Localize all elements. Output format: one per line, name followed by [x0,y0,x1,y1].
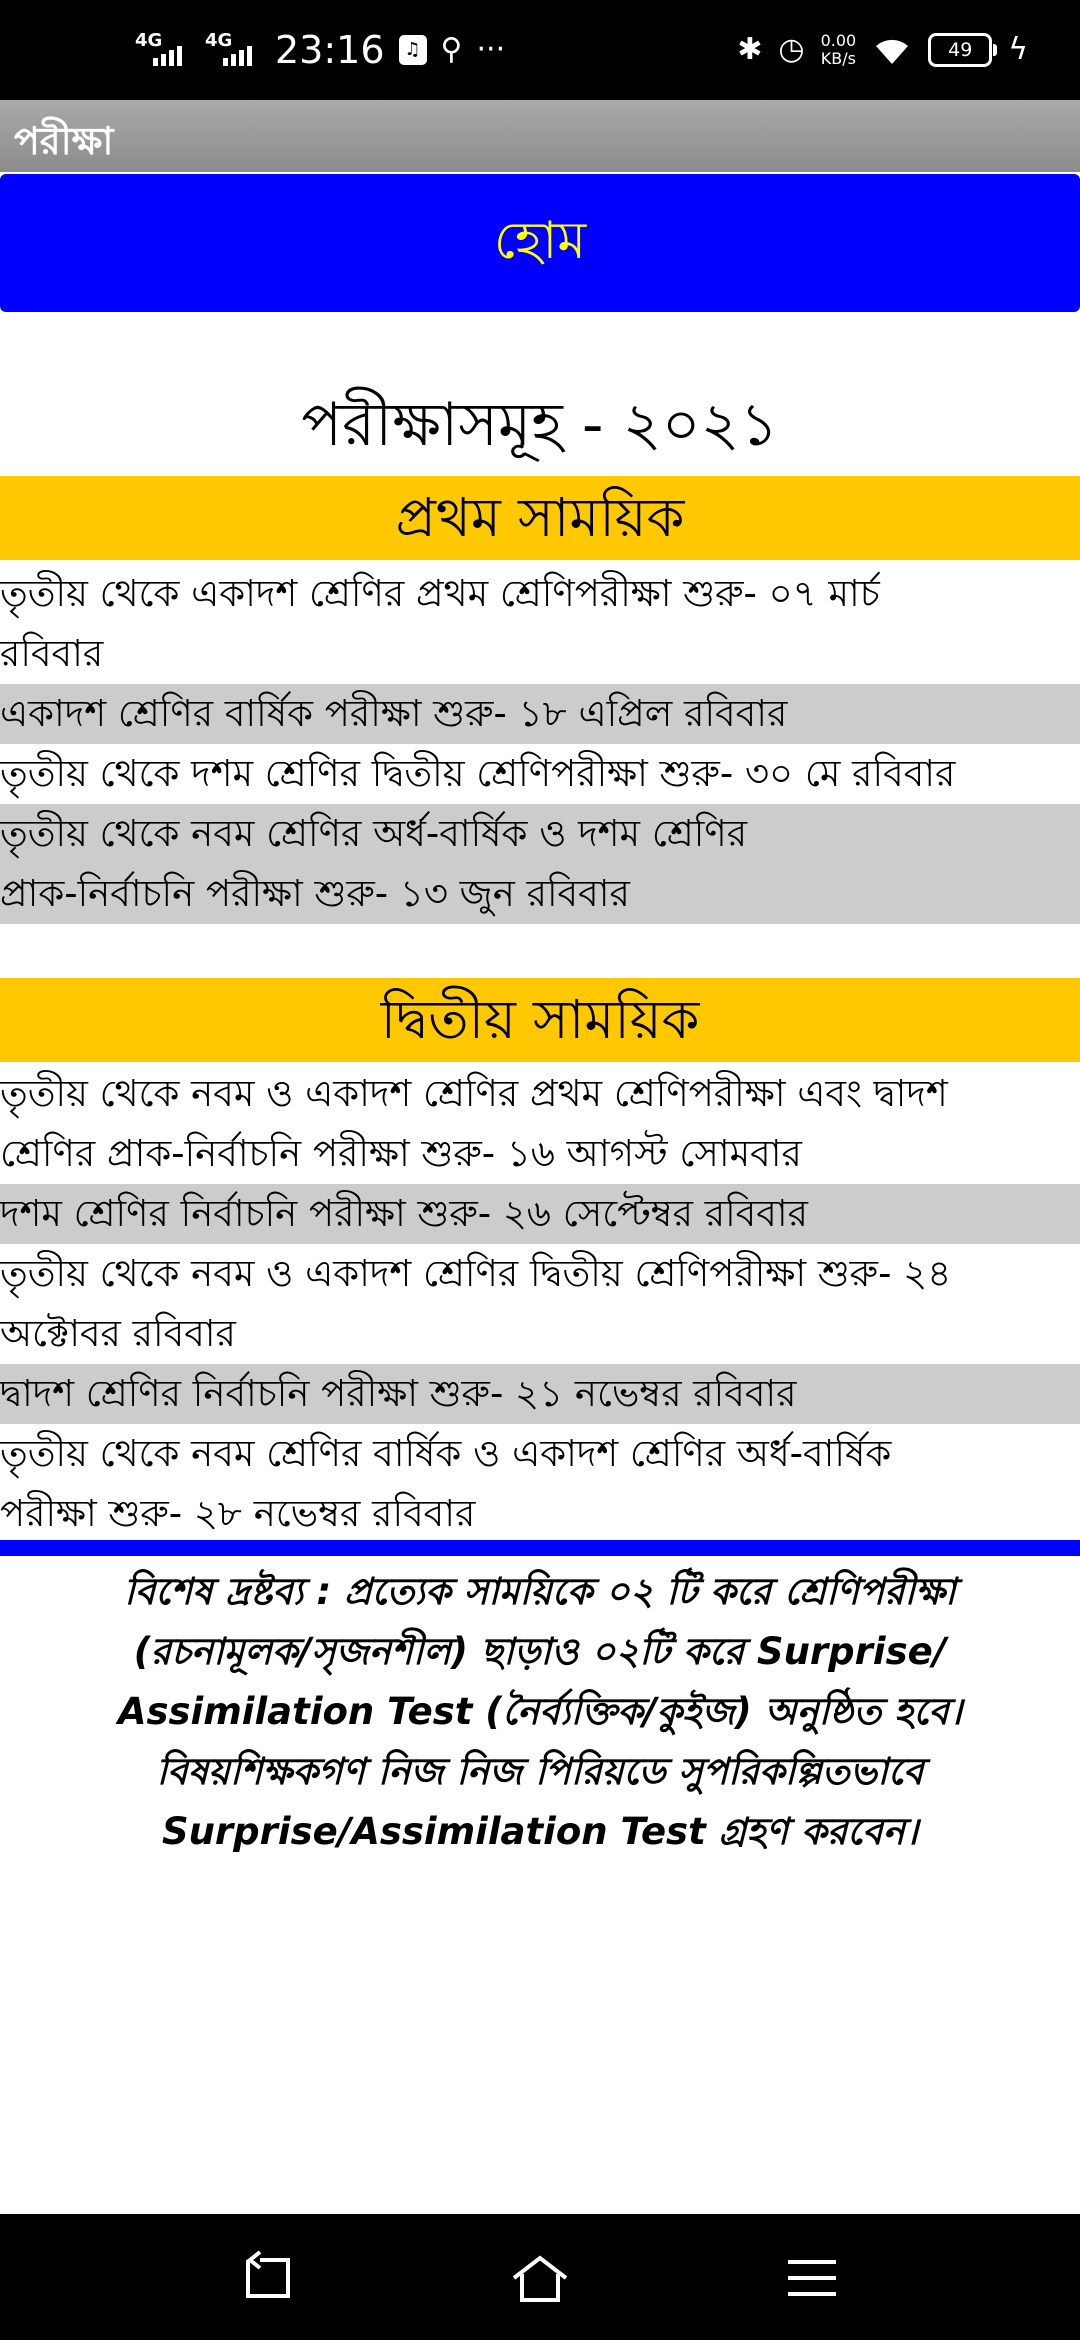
exam-row: তৃতীয় থেকে নবম শ্রেণির বার্ষিক ও একাদশ শ্রেণির অর্ধ-বার্ষিক [0,1424,1080,1484]
home-icon[interactable] [510,2248,570,2308]
exam-row: অক্টোবর রবিবার [0,1304,1080,1364]
app-bar [0,100,1080,172]
battery-level: 49 [948,39,973,61]
back-icon[interactable] [238,2248,298,2308]
exam-row: দশম শ্রেণির নির্বাচনি পরীক্ষা শুরু- ২৬ সেপ্টেম্বর রবিবার [0,1184,1080,1244]
speed-unit: KB/s [820,49,856,68]
speed-value: 0.00 [820,31,857,50]
note-line: (রচনামূলক/সৃজনশীল) ছাড়াও ০২টি করে Surprise/ [133,1630,947,1673]
section-header-second: দ্বিতীয় সাময়িক [0,978,1080,1062]
note-line: বিশেষ দ্রষ্টব্য : প্রত্যেক সাময়িকে ০২ টি করে শ্রেণিপরীক্ষা [124,1570,956,1613]
exam-row: শ্রেণির প্রাক-নির্বাচনি পরীক্ষা শুরু- ১৬ আগস্ট সোমবার [0,1124,1080,1184]
usb-icon: ⚲ [440,32,463,67]
exam-row: তৃতীয় থেকে একাদশ শ্রেণির প্রথম শ্রেণিপরীক্ষা শুরু- ০৭ মার্চ [0,564,1080,624]
exam-row: দ্বাদশ শ্রেণির নির্বাচনি পরীক্ষা শুরু- ২১ নভেম্বর রবিবার [0,1364,1080,1424]
special-note [30,1562,1050,1862]
home-button[interactable] [0,174,1080,312]
charging-icon: ϟ [1008,32,1028,67]
network-type-2: 4G [205,30,233,51]
note-line: Assimilation Test (নৈর্ব্যক্তিক/কুইজ) অনুষ্ঠিত হবে। [117,1690,963,1733]
app-title: পরীক্ষা [14,119,114,163]
exam-row: প্রাক-নির্বাচনি পরীক্ষা শুরু- ১৩ জুন রবিবার [0,864,1080,924]
status-bar [0,0,1080,100]
home-button-label: হোম [493,210,587,271]
notification-app-icon: ♫ [399,35,427,65]
more-notifications-icon: ··· [476,32,506,67]
bluetooth-icon: ✱ [737,32,763,67]
exam-row: তৃতীয় থেকে নবম ও একাদশ শ্রেণির প্রথম শ্রেণিপরীক্ষা এবং দ্বাদশ [0,1064,1080,1124]
status-left [135,30,505,70]
exam-row: পরীক্ষা শুরু- ২৮ নভেম্বর রবিবার [0,1484,1080,1544]
page-title: পরীক্ষাসমূহ - ২০২১ [301,390,779,460]
note-line: Surprise/Assimilation Test গ্রহণ করবেন। [161,1810,919,1853]
network-speed [821,32,857,68]
navigation-bar [0,2214,1080,2340]
clock: 23:16 [275,28,385,72]
wifi-icon [872,34,912,66]
divider [0,1540,1080,1556]
exam-row: তৃতীয় থেকে নবম ও একাদশ শ্রেণির দ্বিতীয় শ্রেণিপরীক্ষা শুরু- ২৪ [0,1244,1080,1304]
signal-icon [135,30,191,70]
signal-icon-2 [205,30,261,70]
status-right [737,28,1028,72]
section-header-first: প্রথম সাময়িক [0,476,1080,560]
alarm-icon: ◷ [778,32,805,67]
menu-icon[interactable] [782,2248,842,2308]
exam-row: রবিবার [0,624,1080,684]
exam-row: তৃতীয় থেকে দশম শ্রেণির দ্বিতীয় শ্রেণিপরীক্ষা শুরু- ৩০ মে রবিবার [0,744,1080,804]
exam-row: তৃতীয় থেকে নবম শ্রেণির অর্ধ-বার্ষিক ও দশম শ্রেণির [0,804,1080,864]
note-line: বিষয়শিক্ষকগণ নিজ নিজ পিরিয়ডে সুপরিকল্পিতভাবে [156,1750,924,1793]
exam-row: একাদশ শ্রেণির বার্ষিক পরীক্ষা শুরু- ১৮ এপ্রিল রবিবার [0,684,1080,744]
battery-icon [928,33,992,67]
network-type-1: 4G [135,30,163,51]
